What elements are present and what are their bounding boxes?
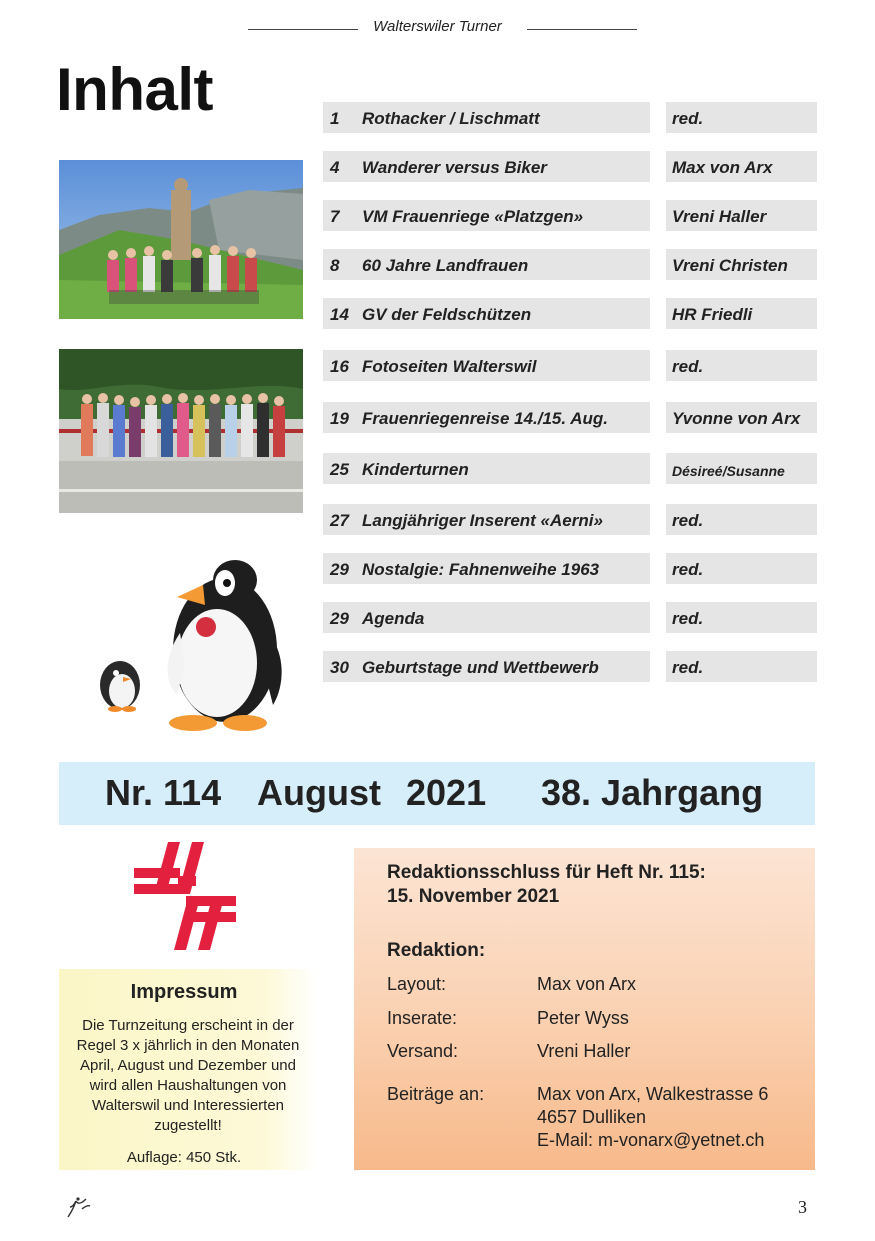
toc-title-cell bbox=[323, 504, 650, 537]
toc-author-cell bbox=[666, 651, 817, 684]
toc-row[interactable] bbox=[323, 102, 819, 135]
toc-author-cell bbox=[666, 553, 817, 586]
toc-row[interactable] bbox=[323, 298, 819, 331]
toc-author-cell bbox=[666, 151, 817, 184]
toc-row[interactable] bbox=[323, 151, 819, 184]
redaktion-box bbox=[354, 848, 815, 1170]
toc-title-cell bbox=[323, 249, 650, 282]
toc-page-number: 14 bbox=[330, 305, 349, 324]
toc-author-cell bbox=[666, 102, 817, 135]
issue-year: 2021 bbox=[406, 772, 487, 813]
toc-row[interactable] bbox=[323, 200, 819, 233]
inserate-value: Peter Wyss bbox=[537, 1008, 629, 1028]
toc-title-cell bbox=[323, 553, 650, 586]
penguin-plush-image bbox=[85, 545, 295, 735]
toc-title-cell bbox=[323, 453, 650, 486]
toc-title-cell bbox=[323, 402, 650, 435]
toc-title-cell bbox=[323, 151, 650, 184]
toc-page-number: 27 bbox=[330, 511, 349, 530]
toc-page-number: 16 bbox=[330, 357, 349, 376]
page-number: 3 bbox=[798, 1197, 807, 1217]
toc-page-number: 29 bbox=[330, 609, 349, 628]
toc-author-cell bbox=[666, 402, 817, 435]
issue-number: Nr. 114 bbox=[105, 772, 222, 813]
toc-page-number: 25 bbox=[330, 460, 349, 479]
toc-title: Geburtstage und Wettbewerb bbox=[362, 658, 599, 677]
page-title: Inhalt bbox=[56, 56, 213, 123]
group-photo-street bbox=[59, 349, 303, 513]
toc-row[interactable] bbox=[323, 651, 819, 684]
toc-author: red. bbox=[672, 609, 704, 628]
toc-row[interactable] bbox=[323, 602, 819, 635]
issue-jahrgang: 38. Jahrgang bbox=[541, 772, 764, 813]
toc-row[interactable] bbox=[323, 553, 819, 586]
impressum-text: Die Turnzeitung erscheint in der Regel 3 x jährlich in den Monaten April, August und Dezember und wird allen Haushaltungen von Walterswil und Interessierten zugestellt! bbox=[76, 1017, 300, 1134]
toc-author: red. bbox=[672, 511, 704, 530]
gymnast-icon bbox=[64, 1195, 94, 1219]
header-title: Walterswiler Turner bbox=[373, 18, 502, 35]
beitraege-email[interactable]: E-Mail: m-vonarx@yetnet.ch bbox=[537, 1130, 765, 1150]
header-rule-left bbox=[248, 29, 358, 30]
toc-title: Langjähriger Inserent «Aerni» bbox=[362, 511, 603, 530]
beitraege-address: Max von Arx, Walkestrasse 6 bbox=[537, 1084, 769, 1104]
toc-author-cell bbox=[666, 298, 817, 331]
toc-page-number: 1 bbox=[330, 109, 340, 128]
toc-author: Vreni Haller bbox=[672, 207, 767, 226]
toc-title: Agenda bbox=[362, 609, 425, 628]
toc-author: red. bbox=[672, 658, 704, 677]
toc-author-cell bbox=[666, 350, 817, 383]
versand-value: Vreni Haller bbox=[537, 1041, 631, 1061]
toc-row[interactable] bbox=[323, 249, 819, 282]
toc-row[interactable] bbox=[323, 350, 819, 383]
toc-title-cell bbox=[323, 651, 650, 684]
toc-author: red. bbox=[672, 357, 704, 376]
toc-row[interactable] bbox=[323, 453, 819, 486]
toc-author-cell bbox=[666, 504, 817, 537]
toc-row[interactable] bbox=[323, 504, 819, 537]
toc-title: Frauenriegenreise 14./15. Aug. bbox=[362, 409, 608, 428]
toc-title: Fotoseiten Walterswil bbox=[362, 357, 537, 376]
toc-author: HR Friedli bbox=[672, 305, 753, 324]
redaktionsschluss-date: 15. November 2021 bbox=[387, 886, 560, 907]
running-header bbox=[0, 18, 875, 36]
layout-value: Max von Arx bbox=[537, 974, 637, 994]
inserate-label: Inserate: bbox=[387, 1008, 458, 1028]
toc-title-cell bbox=[323, 350, 650, 383]
toc-author-cell bbox=[666, 602, 817, 635]
toc-author: red. bbox=[672, 560, 704, 579]
toc-page-number: 19 bbox=[330, 409, 349, 428]
impressum-heading: Impressum bbox=[130, 981, 238, 1003]
issue-month: August bbox=[257, 772, 381, 813]
toc-author-cell bbox=[666, 453, 817, 486]
layout-label: Layout: bbox=[387, 974, 447, 994]
impressum-box bbox=[59, 969, 317, 1170]
toc-title: Kinderturnen bbox=[362, 460, 469, 479]
toc-page-number: 29 bbox=[330, 560, 349, 579]
toc-title: Rothacker / Lischmatt bbox=[362, 109, 540, 128]
toc-page-number: 8 bbox=[330, 256, 340, 275]
toc-title: GV der Feldschützen bbox=[362, 305, 532, 324]
toc-author: Max von Arx bbox=[672, 158, 773, 177]
toc-author: Désireé/Susanne bbox=[672, 463, 785, 479]
toc-title: Wanderer versus Biker bbox=[362, 158, 547, 177]
issue-banner bbox=[59, 762, 815, 825]
toc-author: red. bbox=[672, 109, 704, 128]
club-logo-icon bbox=[130, 840, 240, 952]
versand-label: Versand: bbox=[387, 1041, 459, 1061]
group-photo-mountain bbox=[59, 160, 303, 319]
header-rule-right bbox=[527, 29, 637, 30]
toc-title-cell bbox=[323, 298, 650, 331]
impressum-auflage: Auflage: 450 Stk. bbox=[126, 1149, 242, 1166]
redaktionsschluss-label: Redaktionsschluss für Heft Nr. 115: bbox=[387, 862, 706, 883]
toc-row[interactable] bbox=[323, 402, 819, 435]
toc-title-cell bbox=[323, 602, 650, 635]
toc-title: 60 Jahre Landfrauen bbox=[362, 256, 529, 275]
toc-title: Nostalgie: Fahnenweihe 1963 bbox=[362, 560, 600, 579]
toc-author: Yvonne von Arx bbox=[672, 409, 801, 428]
toc-author: Vreni Christen bbox=[672, 256, 788, 275]
toc-author-cell bbox=[666, 249, 817, 282]
beitraege-label: Beiträge an: bbox=[387, 1084, 485, 1104]
beitraege-city: 4657 Dulliken bbox=[537, 1107, 647, 1127]
toc-title-cell bbox=[323, 102, 650, 135]
toc-page-number: 7 bbox=[330, 207, 340, 226]
toc-page-number: 30 bbox=[330, 658, 349, 677]
toc-author-cell bbox=[666, 200, 817, 233]
toc-page-number: 4 bbox=[330, 158, 340, 177]
toc-title-cell bbox=[323, 200, 650, 233]
redaktion-heading: Redaktion: bbox=[387, 940, 486, 961]
toc-title: VM Frauenriege «Platzgen» bbox=[362, 207, 584, 226]
